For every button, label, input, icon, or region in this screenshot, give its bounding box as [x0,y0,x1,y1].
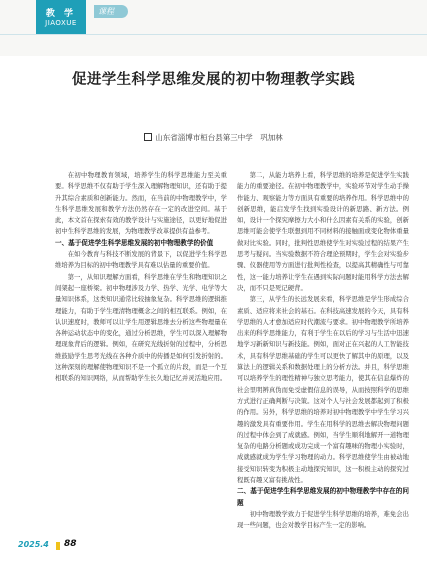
footer-divider [56,542,60,550]
body-paragraph: 在如今教育与科技不断发展的背景下，以促进学生科学思维培养为目标的初中物理教学具有难以估量的重要价值。 [55,251,227,270]
author-text: 山东省淄博市桓台县第三中学 巩加林 [155,133,283,142]
square-bullet-icon [144,133,152,141]
section-label: 教 学 [45,9,77,19]
body-paragraph: 第三，从学生的长远发展来看，科学思维是学生形成综合素质、适应将来社会的基石。在科技高速发展的今天，具有科学思维的人才愈加适应时代潮流与要求。初中物理教学所培养出来的科学思维能力，有利于学生在以后的学习与生活中迅速地学习新新知识与新技能。例如，面对正在兴起的人工智能技术，具有科学思维基础的学生可以更快了解其中的原理，以及算法上的逻辑关系和数据处理上的分析方法。并且，科学思维可以培养学生的理性精神与独立思考能力，使其在信息爆炸的社会里明辨真伪而免受虚假信息的误导，从而按照科学的思维方式进行正确判断与决策。这对个人与社会发展都起到了积极的作用。另外，科学思维的培养对初中物理教学中学生学习兴趣的激发具有重要作用。学生在用科学的思维去解决物理问题的过程中体会到了成就感。例如，当学生顺利地解开一道物理复杂的电路分析题或成功完成一个富有趣味的物理小实验时，成就感就成为学生学习物理的动力。科学思维使学生由被动地接受知识转变为积极主动地探究知识，这一积极主动的探究过程既有趣又富有挑战性。 [237,296,409,485]
body-paragraph: 在初中物理教育领域，培养学生的科学思维能力至关重要。科学思维不仅有助于学生深入理解物理知识，还有助于提升其综合素质和创新能力。然而，在当前的中物理教学中，学生科学思维发展和教学方法仍然存在一定的改进空间。基于此，本文首在探索有效的教学设计与实施途径，以更好地促进初中生科学思维的发展，为物理教学改革提供有益参考。 [55,172,227,236]
section-label-en: JIAOXUE [45,19,77,27]
category-tag-label: 课程 [98,7,114,16]
page-header [0,0,427,56]
category-tag [94,5,128,18]
author-byline [0,132,427,143]
body-paragraph: 第一，从知识理解方面看，科学思维在学生和物理知识之间架起一座桥梁。初中物理涉及力学、热学、光学、电学等大量知识体系，这类知识通常比较抽象复杂。科学思维的逻辑推理能力，有助于学生理清物理概念之间的相互联系。例如，在认识速度时，教师可以让学生用逻辑思维去分析这些物理量在各种运动状态中的变化，通过分析思维，学生可以深入理解物理现象背后的逻辑。例如，在研究光线折射的过程中，分析思维鼓励学生思考光线在各种介质中的传播是如何引发折射的。这种深刻的理解使物理知识不是一个孤立的片段，而是一个互相联系的知识网络，从而帮助学生长久地记忆并灵活地应用。 [55,273,227,383]
page-number: 88 [64,539,77,549]
body-paragraph: 初中物理教学致力于促进学生科学思维的培养，难免会出现一些问题，也会对教学目标产生一定的影响。 [237,510,409,530]
left-column [55,170,227,385]
header-divider [0,34,427,35]
section-heading: 一、基于促进学生科学思维发展的初中物理教学的价值 [55,238,214,247]
body-paragraph: 第二，从能力培养上看，科学思维的培养是促进学生实践能力的重要途径。在初中物理教学中，实验环节对学生动手操作能力、观察能力等方面具有重要的培养作用。科学思维中的创新思维，能启发学生找到实验设计的新思路、新方法。例如，设计一个探究摩擦力大小和什么因素有关系的实验，创新思维可能会使学生联想到用不同材料的接触面或变化物体重量做对比实验。同时，批判性思维使学生对实验过程的结果产生思考与疑问。当实验数据不符合理论预期时，学生会对实验步骤、仪器使用等方面进行批判性检查，以提高其精确性与可靠性，这一能力培养让学生在遇到实际问题时能用科学方法去解决，而不只是死记硬背。 [237,172,409,292]
section-tab [36,0,86,34]
section-heading: 二、基于促进学生科学思维发展的初中物理教学中存在的问题 [237,487,409,507]
page-footer [18,540,98,552]
right-column [237,170,409,532]
issue-number: 2025.4 [18,540,49,549]
article-title: 促进学生科学思维发展的初中物理教学实践 [71,72,356,88]
